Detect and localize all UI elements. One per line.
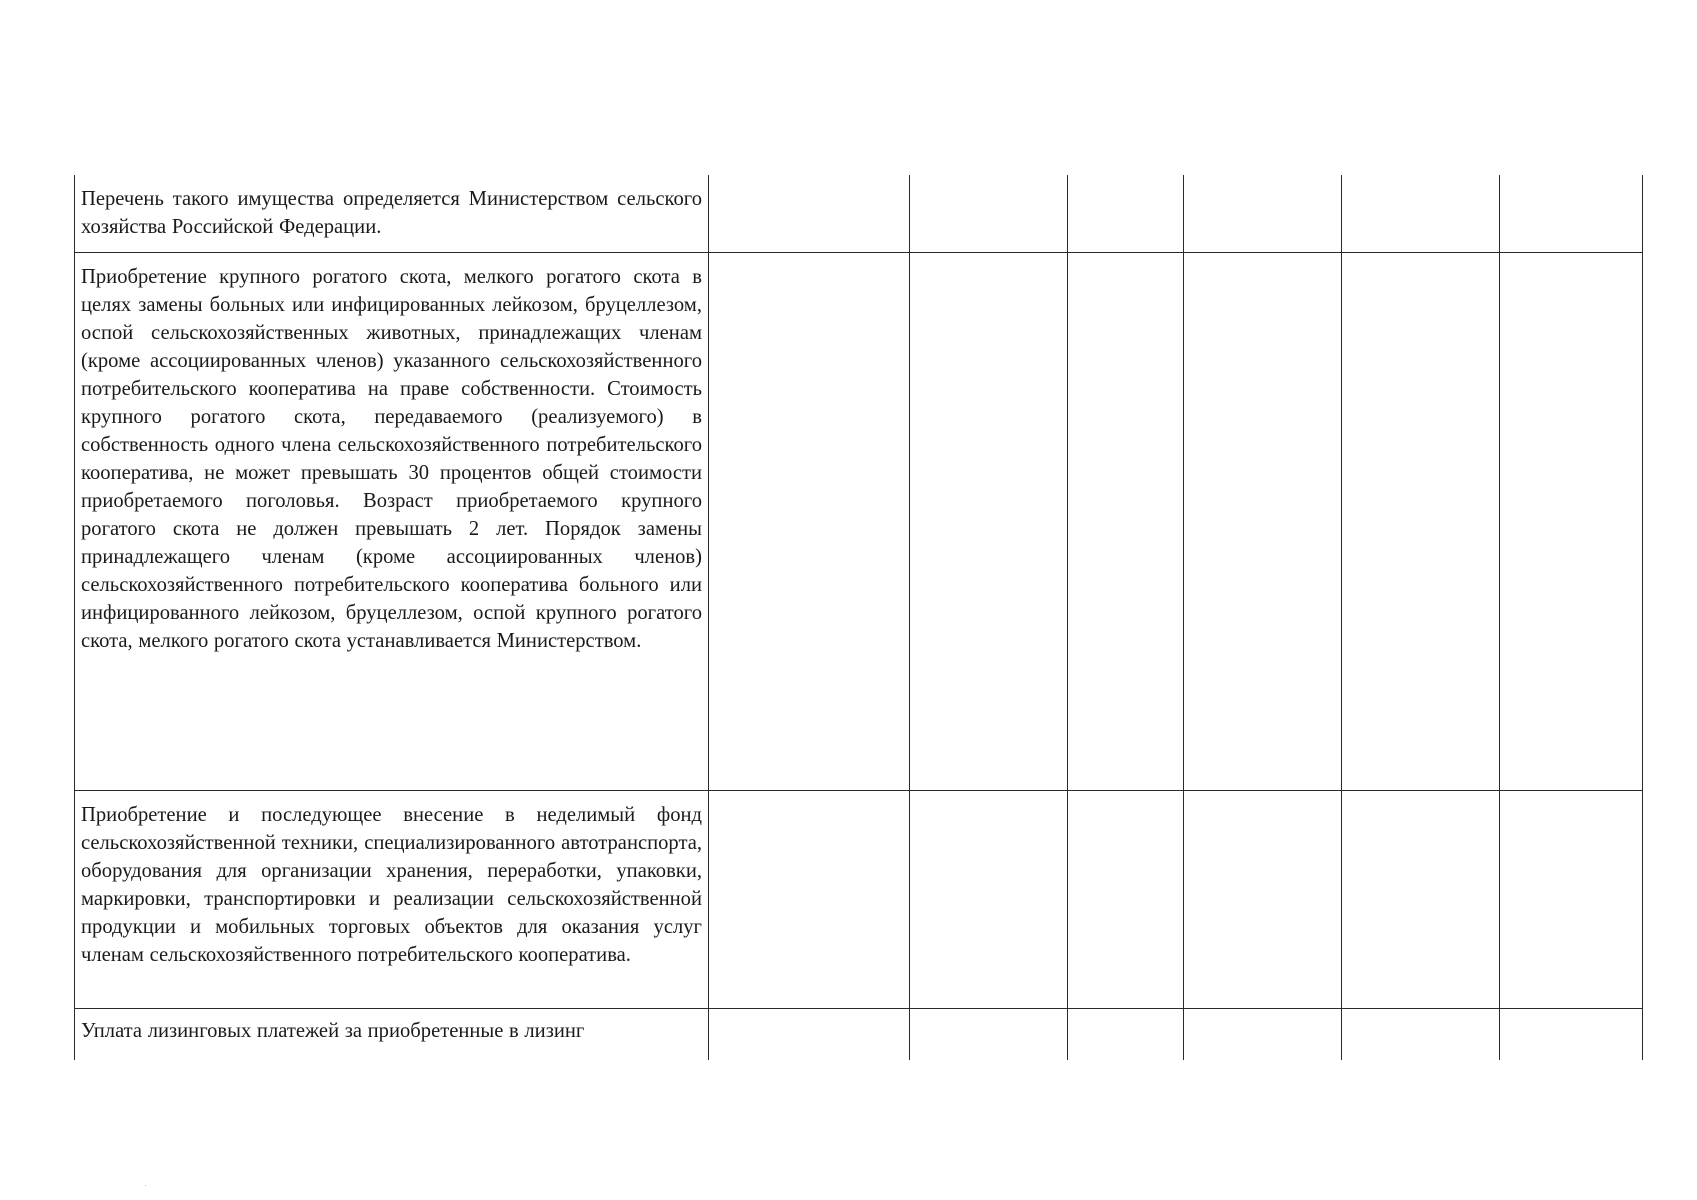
empty-cell — [1068, 252, 1184, 790]
empty-cell — [910, 252, 1068, 790]
empty-cell — [1342, 252, 1500, 790]
empty-cell — [709, 790, 910, 1008]
data-table — [74, 175, 1643, 1060]
empty-cell — [1500, 175, 1643, 252]
description-text: Приобретение крупного рогатого скота, мелкого рогатого скота в целях замены больных или инфицированных лейкозом, бруцеллезом, оспой сельскохозяйственных животных, принадлежащих членам (кроме ассоциированных членов) указанного сельскохозяйственного потребительского кооператива на праве собственности. Стоимость крупного рогатого скота, передаваемого (реализуемого) в собственность одного члена сельскохозяйственного потребительского кооператива, не может превышать 30 процентов общей стоимости приобретаемого поголовья. Возраст приобретаемого крупного рогатого скота не должен превышать 2 лет. Порядок замены принадлежащего членам (кроме ассоциированных членов) сельскохозяйственного потребительского кооператива больного или инфицированного лейкозом, бруцеллезом, оспой крупного рогатого скота, мелкого рогатого скота устанавливается Министерством. — [81, 265, 702, 652]
empty-cell — [1500, 790, 1643, 1008]
description-text: Приобретение и последующее внесение в неделимый фонд сельскохозяйственной техники, специализированного автотранспорта, оборудования для организации хранения, переработки, упаковки, маркировки, транспортировки и реализации сельскохозяйственной продукции и мобильных торговых объектов для оказания услуг членам сельскохозяйственного потребительского кооператива. — [81, 803, 702, 966]
empty-cell — [910, 790, 1068, 1008]
empty-cell — [709, 175, 910, 252]
description-cell — [75, 1008, 709, 1060]
empty-cell — [1342, 175, 1500, 252]
description-cell — [75, 252, 709, 790]
empty-cell — [1184, 175, 1342, 252]
empty-cell — [910, 175, 1068, 252]
empty-cell — [709, 1008, 910, 1060]
empty-cell — [1342, 790, 1500, 1008]
empty-cell — [1184, 252, 1342, 790]
empty-cell — [709, 252, 910, 790]
table-row — [75, 252, 1643, 790]
empty-cell — [1342, 1008, 1500, 1060]
empty-cell — [1500, 252, 1643, 790]
description-cell — [75, 175, 709, 252]
table-row — [75, 790, 1643, 1008]
empty-cell — [1184, 1008, 1342, 1060]
table-row — [75, 175, 1643, 252]
empty-cell — [1068, 1008, 1184, 1060]
table-row — [75, 1008, 1643, 1060]
description-cell — [75, 790, 709, 1008]
description-text: Перечень такого имущества определяется Министерством сельского хозяйства Российской Федерации. — [81, 188, 702, 238]
empty-cell — [1500, 1008, 1643, 1060]
empty-cell — [1068, 175, 1184, 252]
empty-cell — [910, 1008, 1068, 1060]
description-text: Уплата лизинговых платежей за приобретенные в лизинг — [81, 1019, 585, 1042]
empty-cell — [1184, 790, 1342, 1008]
scan-artifact — [145, 1185, 146, 1186]
empty-cell — [1068, 790, 1184, 1008]
